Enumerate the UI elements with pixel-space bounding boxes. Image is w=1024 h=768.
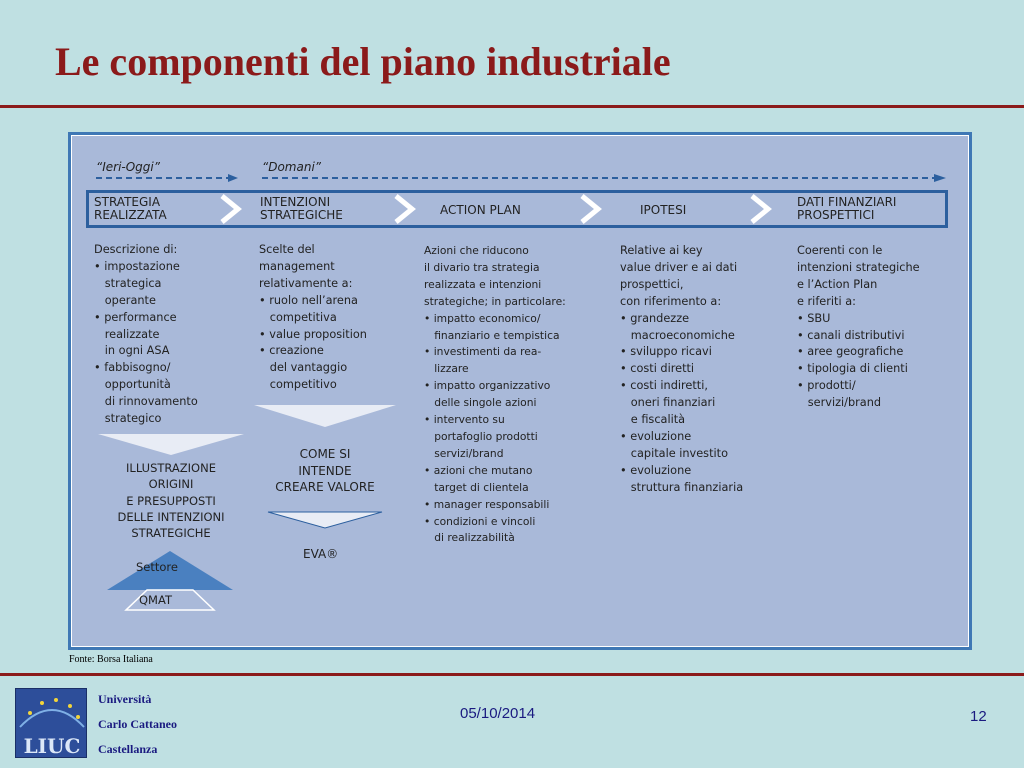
timeline-past-label: “Ieri-Oggi”	[96, 160, 160, 174]
phase-action-plan: ACTION PLAN	[440, 203, 521, 217]
col2-result-label: COME SI INTENDE CREARE VALORE	[275, 447, 375, 494]
phase-ipotesi: IPOTESI	[640, 203, 687, 217]
column-intenzioni-text: Scelte del management relativamente a: • ruolo nell’arena competitiva • value proposition • creazione del vantaggio competitivo	[259, 243, 367, 392]
slide-title: Le componenti del piano industriale	[55, 39, 671, 84]
column-ipotesi-text: Relative ai key value driver e ai dati prospettici, con riferimento a: • grandezze macroeconomiche • sviluppo ricavi • costi diretti • costi indiretti, oneri finanziari e fiscalità • evoluzione capitale investito • evoluzione struttura finanziaria	[620, 244, 744, 494]
column-strategia-text: Descrizione di: • impostazione strategica operante • performance realizzate in ogni ASA • fabbisogno/ opportunità di rinnovamento strategico	[94, 243, 198, 426]
footer-line-2: Carlo Cattaneo	[98, 717, 177, 731]
phase-strategia: STRATEGIA REALIZZATA	[94, 195, 167, 222]
logo-graphic	[16, 689, 87, 758]
source-note: Fonte: Borsa Italiana	[69, 654, 153, 665]
pyramid-top-label: Settore	[136, 560, 178, 574]
col1-result-label: ILLUSTRAZIONE ORIGINI E PRESUPPOSTI DELLE INTENZIONI STRATEGICHE	[117, 461, 225, 541]
page-number: 12	[970, 708, 987, 725]
eva-label: EVA®	[303, 547, 339, 561]
column-dati-text: Coerenti con le intenzioni strategiche e l’Action Plan e riferiti a: • SBU • canali distributivi • aree geografiche • tipologia di clienti • prodotti/ servizi/brand	[797, 244, 920, 410]
column-action-plan-text: Azioni che riducono il divario tra strategia realizzata e intenzioni strategiche; in particolare: • impatto economico/ finanziario e tempistica • investimenti da rea- lizzare • impatto organizzativo delle singole azioni • intervento su portafoglio prodotti servizi/brand • azioni che mutano target di clientela • manager responsabili • condizioni e vincoli di realizzabilità	[424, 244, 566, 545]
col2-down-triangle	[254, 405, 396, 427]
timeline-future-label: “Domani”	[262, 160, 321, 174]
col2-eva-triangle	[268, 512, 382, 528]
university-logo	[15, 688, 87, 758]
col1-down-triangle	[98, 434, 244, 455]
footer-divider	[0, 673, 1024, 676]
phase-dati-finanziari: DATI FINANZIARI PROSPETTICI	[797, 195, 897, 222]
pyramid-bottom-label: QMAT	[139, 593, 172, 607]
slide-date: 05/10/2014	[460, 705, 536, 722]
footer-line-3: Castellanza	[98, 742, 158, 756]
footer-line-1: Università	[98, 692, 152, 706]
logo-text: LIUC	[23, 734, 81, 758]
phase-intenzioni: INTENZIONI STRATEGICHE	[260, 195, 343, 222]
